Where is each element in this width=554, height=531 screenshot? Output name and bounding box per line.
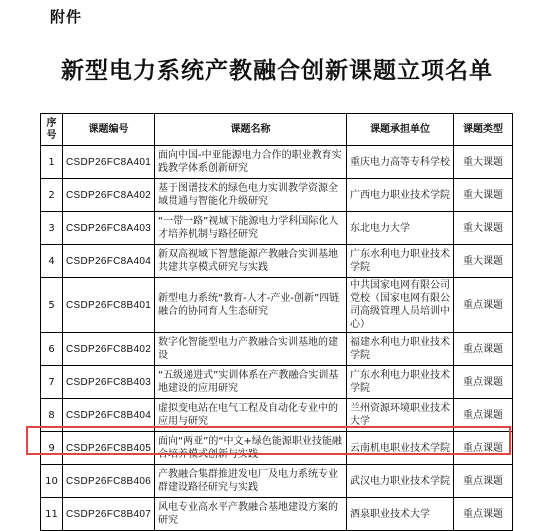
- row-unit: 广西电力职业技术学院: [347, 179, 454, 212]
- row-name: 风电专业高水平产教融合基地建设方案的研究: [155, 498, 347, 531]
- table-row: [41, 465, 513, 498]
- row-code: CSDP26FC8B402: [63, 333, 155, 366]
- row-unit: 云南机电职业技术学院: [347, 432, 454, 465]
- row-name: 产教融合集群推进发电厂及电力系统专业群建设路径研究与实践: [155, 465, 347, 498]
- row-unit: 广东水利电力职业技术学院: [347, 245, 454, 278]
- row-code: CSDP26FC8A403: [63, 212, 155, 245]
- row-name: 面向“两亚”的“中文+绿色能源职业技能融合培养模式创新与实践: [155, 432, 347, 465]
- row-name: “一带一路”视域下能源电力学科国际化人才培养机制与路径研究: [155, 212, 347, 245]
- header-code: 课题编号: [63, 114, 155, 146]
- header-name: 课题名称: [155, 114, 347, 146]
- row-type: 重大课题: [454, 212, 513, 245]
- table-row: [41, 212, 513, 245]
- row-no: 4: [41, 245, 63, 278]
- document-title: 新型电力系统产教融合创新课题立项名单: [61, 57, 493, 84]
- table-row: [41, 278, 513, 333]
- row-type: 重点课题: [454, 465, 513, 498]
- row-no: 7: [41, 366, 63, 399]
- header-type: 课题类型: [454, 114, 513, 146]
- row-no: 2: [41, 179, 63, 212]
- row-unit: 福建水利电力职业技术学院: [347, 333, 454, 366]
- project-list-table: [40, 113, 513, 531]
- header-unit: 课题承担单位: [347, 114, 454, 146]
- row-no: 1: [41, 146, 63, 179]
- table-row: [41, 245, 513, 278]
- table-row: [41, 399, 513, 432]
- row-type: 重点课题: [454, 333, 513, 366]
- table-row: [41, 498, 513, 531]
- row-unit: 酒泉职业技术大学: [347, 498, 454, 531]
- row-unit: 中共国家电网有限公司党校（国家电网有限公司高级管理人员培训中心）: [347, 278, 454, 333]
- row-name: 新型电力系统“教育-人才-产业-创新”四链融合的协同育人生态研究: [155, 278, 347, 333]
- table-row: [41, 432, 513, 465]
- row-code: CSDP26FC8B407: [63, 498, 155, 531]
- row-no: 6: [41, 333, 63, 366]
- table-row: [41, 146, 513, 179]
- row-type: 重大课题: [454, 245, 513, 278]
- row-no: 11: [41, 498, 63, 531]
- table-row: [41, 333, 513, 366]
- row-type: 重点课题: [454, 498, 513, 531]
- row-code: CSDP26FC8B401: [63, 278, 155, 333]
- row-type: 重点课题: [454, 278, 513, 333]
- row-name: 基于图谱技术的绿色电力实训教学资源全域贯通与智能化升级研究: [155, 179, 347, 212]
- table-row: [41, 366, 513, 399]
- row-type: 重大课题: [454, 146, 513, 179]
- header-no: 序号: [41, 114, 63, 146]
- row-type: 重点课题: [454, 399, 513, 432]
- attachment-label: 附件: [50, 8, 83, 26]
- row-code: CSDP26FC8A401: [63, 146, 155, 179]
- row-name: “五级递进式”实训体系在产教融合实训基地建设的应用研究: [155, 366, 347, 399]
- row-name: 虚拟变电站在电气工程及自动化专业中的应用与研究: [155, 399, 347, 432]
- row-unit: 重庆电力高等专科学校: [347, 146, 454, 179]
- row-unit: 兰州资源环境职业技术大学: [347, 399, 454, 432]
- row-unit: 东北电力大学: [347, 212, 454, 245]
- table-header-row: [41, 114, 513, 146]
- table-row: [41, 179, 513, 212]
- row-no: 10: [41, 465, 63, 498]
- row-name: 面向中国-中亚能源电力合作的职业教育实践教学体系创新研究: [155, 146, 347, 179]
- row-code: CSDP26FC8A402: [63, 179, 155, 212]
- row-unit: 广东水利电力职业技术学院: [347, 366, 454, 399]
- row-type: 重大课题: [454, 179, 513, 212]
- row-no: 8: [41, 399, 63, 432]
- row-name: 数字化智能型电力产教融合实训基地的建设: [155, 333, 347, 366]
- row-type: 重点课题: [454, 366, 513, 399]
- row-code: CSDP26FC8B406: [63, 465, 155, 498]
- row-unit: 武汉电力职业技术学院: [347, 465, 454, 498]
- row-no: 9: [41, 432, 63, 465]
- row-code: CSDP26FC8A404: [63, 245, 155, 278]
- row-name: 新双高视域下智慧能源产教融合实训基地共建共享模式研究与实践: [155, 245, 347, 278]
- row-code: CSDP26FC8B404: [63, 399, 155, 432]
- row-code: CSDP26FC8B405: [63, 432, 155, 465]
- row-code: CSDP26FC8B403: [63, 366, 155, 399]
- row-no: 3: [41, 212, 63, 245]
- row-no: 5: [41, 278, 63, 333]
- row-type: 重点课题: [454, 432, 513, 465]
